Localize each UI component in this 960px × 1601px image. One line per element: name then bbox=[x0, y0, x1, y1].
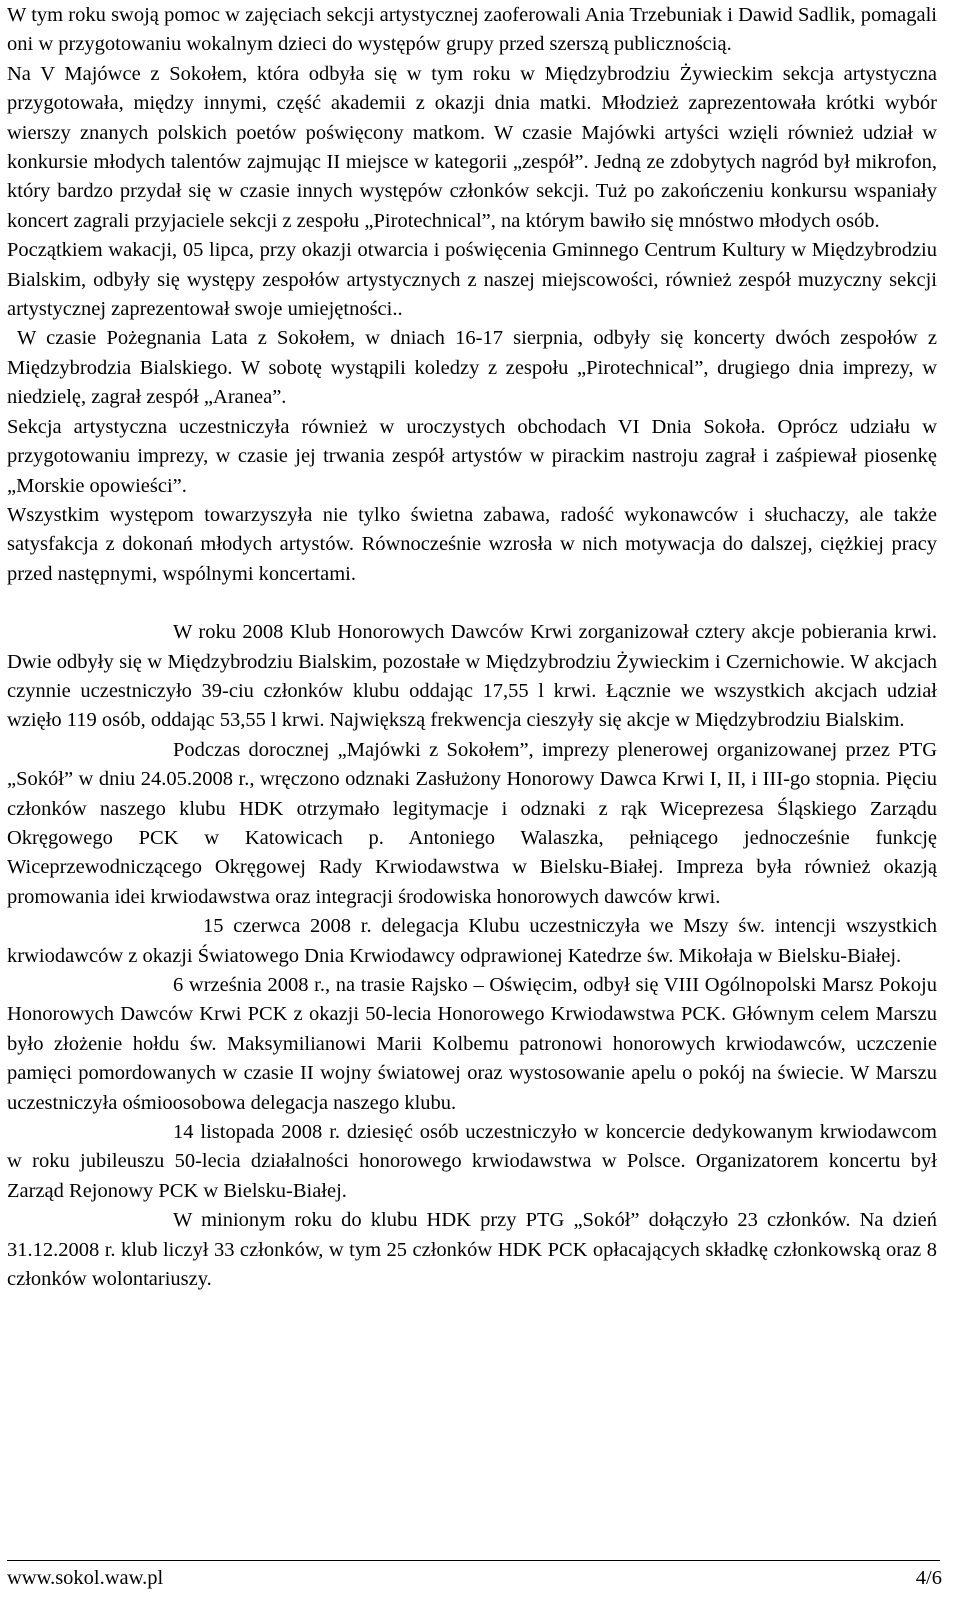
paragraph-summer-farewell: W czasie Pożegnania Lata z Sokołem, w dniach 16-17 sierpnia, odbyły się koncerty dwóch zespołów z Międzybrodzia Bialskiego. W sobotę wystąpili koledzy z zespołu „Pirotechnical”, drugiego dnia imprezy, w niedzielę, zagrał zespół „Aranea”. bbox=[7, 327, 937, 409]
footer-url[interactable]: www.sokol.waw.pl bbox=[7, 1567, 164, 1589]
paragraph-blood-drives: W roku 2008 Klub Honorowych Dawców Krwi zorganizował cztery akcje pobierania krwi. Dwie odbyły się w Międzybrodziu Bialskim, pozostałe w Międzybrodziu Żywieckim i Czernichowie. W akcjach czynnie uczestniczyło 39-ciu członków klubu oddając 17,55 l krwi. Łącznie we wszystkich akcjach udział wzięło 119 osób, oddając 53,55 l krwi. Największą frekwencja cieszyły się akcje w Międzybrodziu Bialskim. bbox=[7, 621, 937, 732]
paragraph-sokol-day: Sekcja artystyczna uczestniczyła również w uroczystych obchodach VI Dnia Sokoła. Oprócz udziału w przygotowaniu imprezy, w czasie jej trwania zespół artystów w pirackim nastroju zagrał i zaśpiewał piosenkę „Morskie opowieści”. bbox=[7, 415, 937, 497]
document-body bbox=[7, 1, 937, 1294]
paragraph-peace-march: 6 września 2008 r., na trasie Rajsko – Oświęcim, odbył się VIII Ogólnopolski Marsz Pokoju Honorowych Dawców Krwi PCK z okazji 50-lecia Honorowego Krwiodawstwa PCK. Głównym celem Marszu było złożenie hołdu św. Maksymilianowi Marii Kolbemu patronowi honorowych krwiodawców, uczczenie pamięci pomordowanych w czasie II wojny światowej oraz wystosowanie apelu o pokój na świecie. W Marszu uczestniczyła ośmioosobowa delegacja naszego klubu. bbox=[7, 974, 937, 1114]
paragraph-summer-start: Początkiem wakacji, 05 lipca, przy okazji otwarcia i poświęcenia Gminnego Centrum Kultury w Międzybrodziu Bialskim, odbyły się występy zespołów artystycznych z naszej miejscowości, również zespół muzyczny sekcji artystycznej zaprezentował swoje umiejętności.. bbox=[7, 239, 937, 321]
paragraph-art-section-helpers: W tym roku swoją pomoc w zajęciach sekcji artystycznej zaoferowali Ania Trzebuniak i Dawid Sadlik, pomagali oni w przygotowaniu wokalnym dzieci do występów grupy przed szerszą publicznością. bbox=[7, 4, 937, 56]
paragraph-mass: 15 czerwca 2008 r. delegacja Klubu uczestniczyła we Mszy św. intencji wszystkich krwiodawców z okazji Światowego Dnia Krwiodawcy odprawionej Katedrze św. Mikołaja w Bielsku-Białej. bbox=[7, 915, 937, 967]
footer-divider bbox=[7, 1560, 940, 1561]
paragraph-performances-summary: Wszystkim występom towarzyszyła nie tylko świetna zabawa, radość wykonawców i słuchaczy, ale także satysfakcja z dokonań młodych artystów. Równocześnie wzrosła w nich motywacja do dalszej, ciężkiej pracy przed następnymi, wspólnymi koncertami. bbox=[7, 503, 937, 585]
paragraph-awards: Podczas dorocznej „Majówki z Sokołem”, imprezy plenerowej organizowanej przez PTG „Sokół” w dniu 24.05.2008 r., wręczono odznaki Zasłużony Honorowy Dawca Krwi I, II, i III-go stopnia. Pięciu członków naszego klubu HDK otrzymało legitymacje i odznaki z rąk Wiceprezesa Śląskiego Zarządu Okręgowego PCK w Katowicach p. Antoniego Walaszka, pełniącego jednocześnie funkcję Wiceprzewodniczącego Okręgowej Rady Krwiodawstwa w Bielsku-Białej. Impreza była również okazją promowania idei krwiodawstwa oraz integracji środowiska honorowych dawców krwi. bbox=[7, 738, 937, 908]
paragraph-membership: W minionym roku do klubu HDK przy PTG „Sokół” dołączyło 23 członków. Na dzień 31.12.2008 r. klub liczył 33 członków, w tym 25 członków HDK PCK opłacających składkę członkowską oraz 8 członków wolontariuszy. bbox=[7, 1209, 937, 1291]
paragraph-concert: 14 listopada 2008 r. dziesięć osób uczestniczyło w koncercie dedykowanym krwiodawcom w roku jubileuszu 50-lecia działalności honorowego krwiodawstwa w Polsce. Organizatorem koncertu był Zarząd Rejonowy PCK w Bielsku-Białej. bbox=[7, 1121, 937, 1202]
paragraph-gap bbox=[7, 589, 937, 618]
paragraph-majowka: Na V Majówce z Sokołem, która odbyła się w tym roku w Międzybrodziu Żywieckim sekcja artystyczna przygotowała, między innymi, część akademii z okazji dnia matki. Młodzież zaprezentowała krótki wybór wierszy znanych polskich poetów poświęcony matkom. W czasie Majówki artyści wzięli również udział w konkursie młodych talentów zajmując II miejsce w kategorii „zespół”. Jedną ze zdobytych nagród był mikrofon, który bardzo przydał się w czasie innych występów członków sekcji. Tuż po zakończeniu konkursu wspaniały koncert zagrali przyjaciele sekcji z zespołu „Pirotechnical”, na którym bawiło się mnóstwo młodych osób. bbox=[7, 62, 937, 232]
page-number: 4/6 bbox=[915, 1567, 942, 1589]
